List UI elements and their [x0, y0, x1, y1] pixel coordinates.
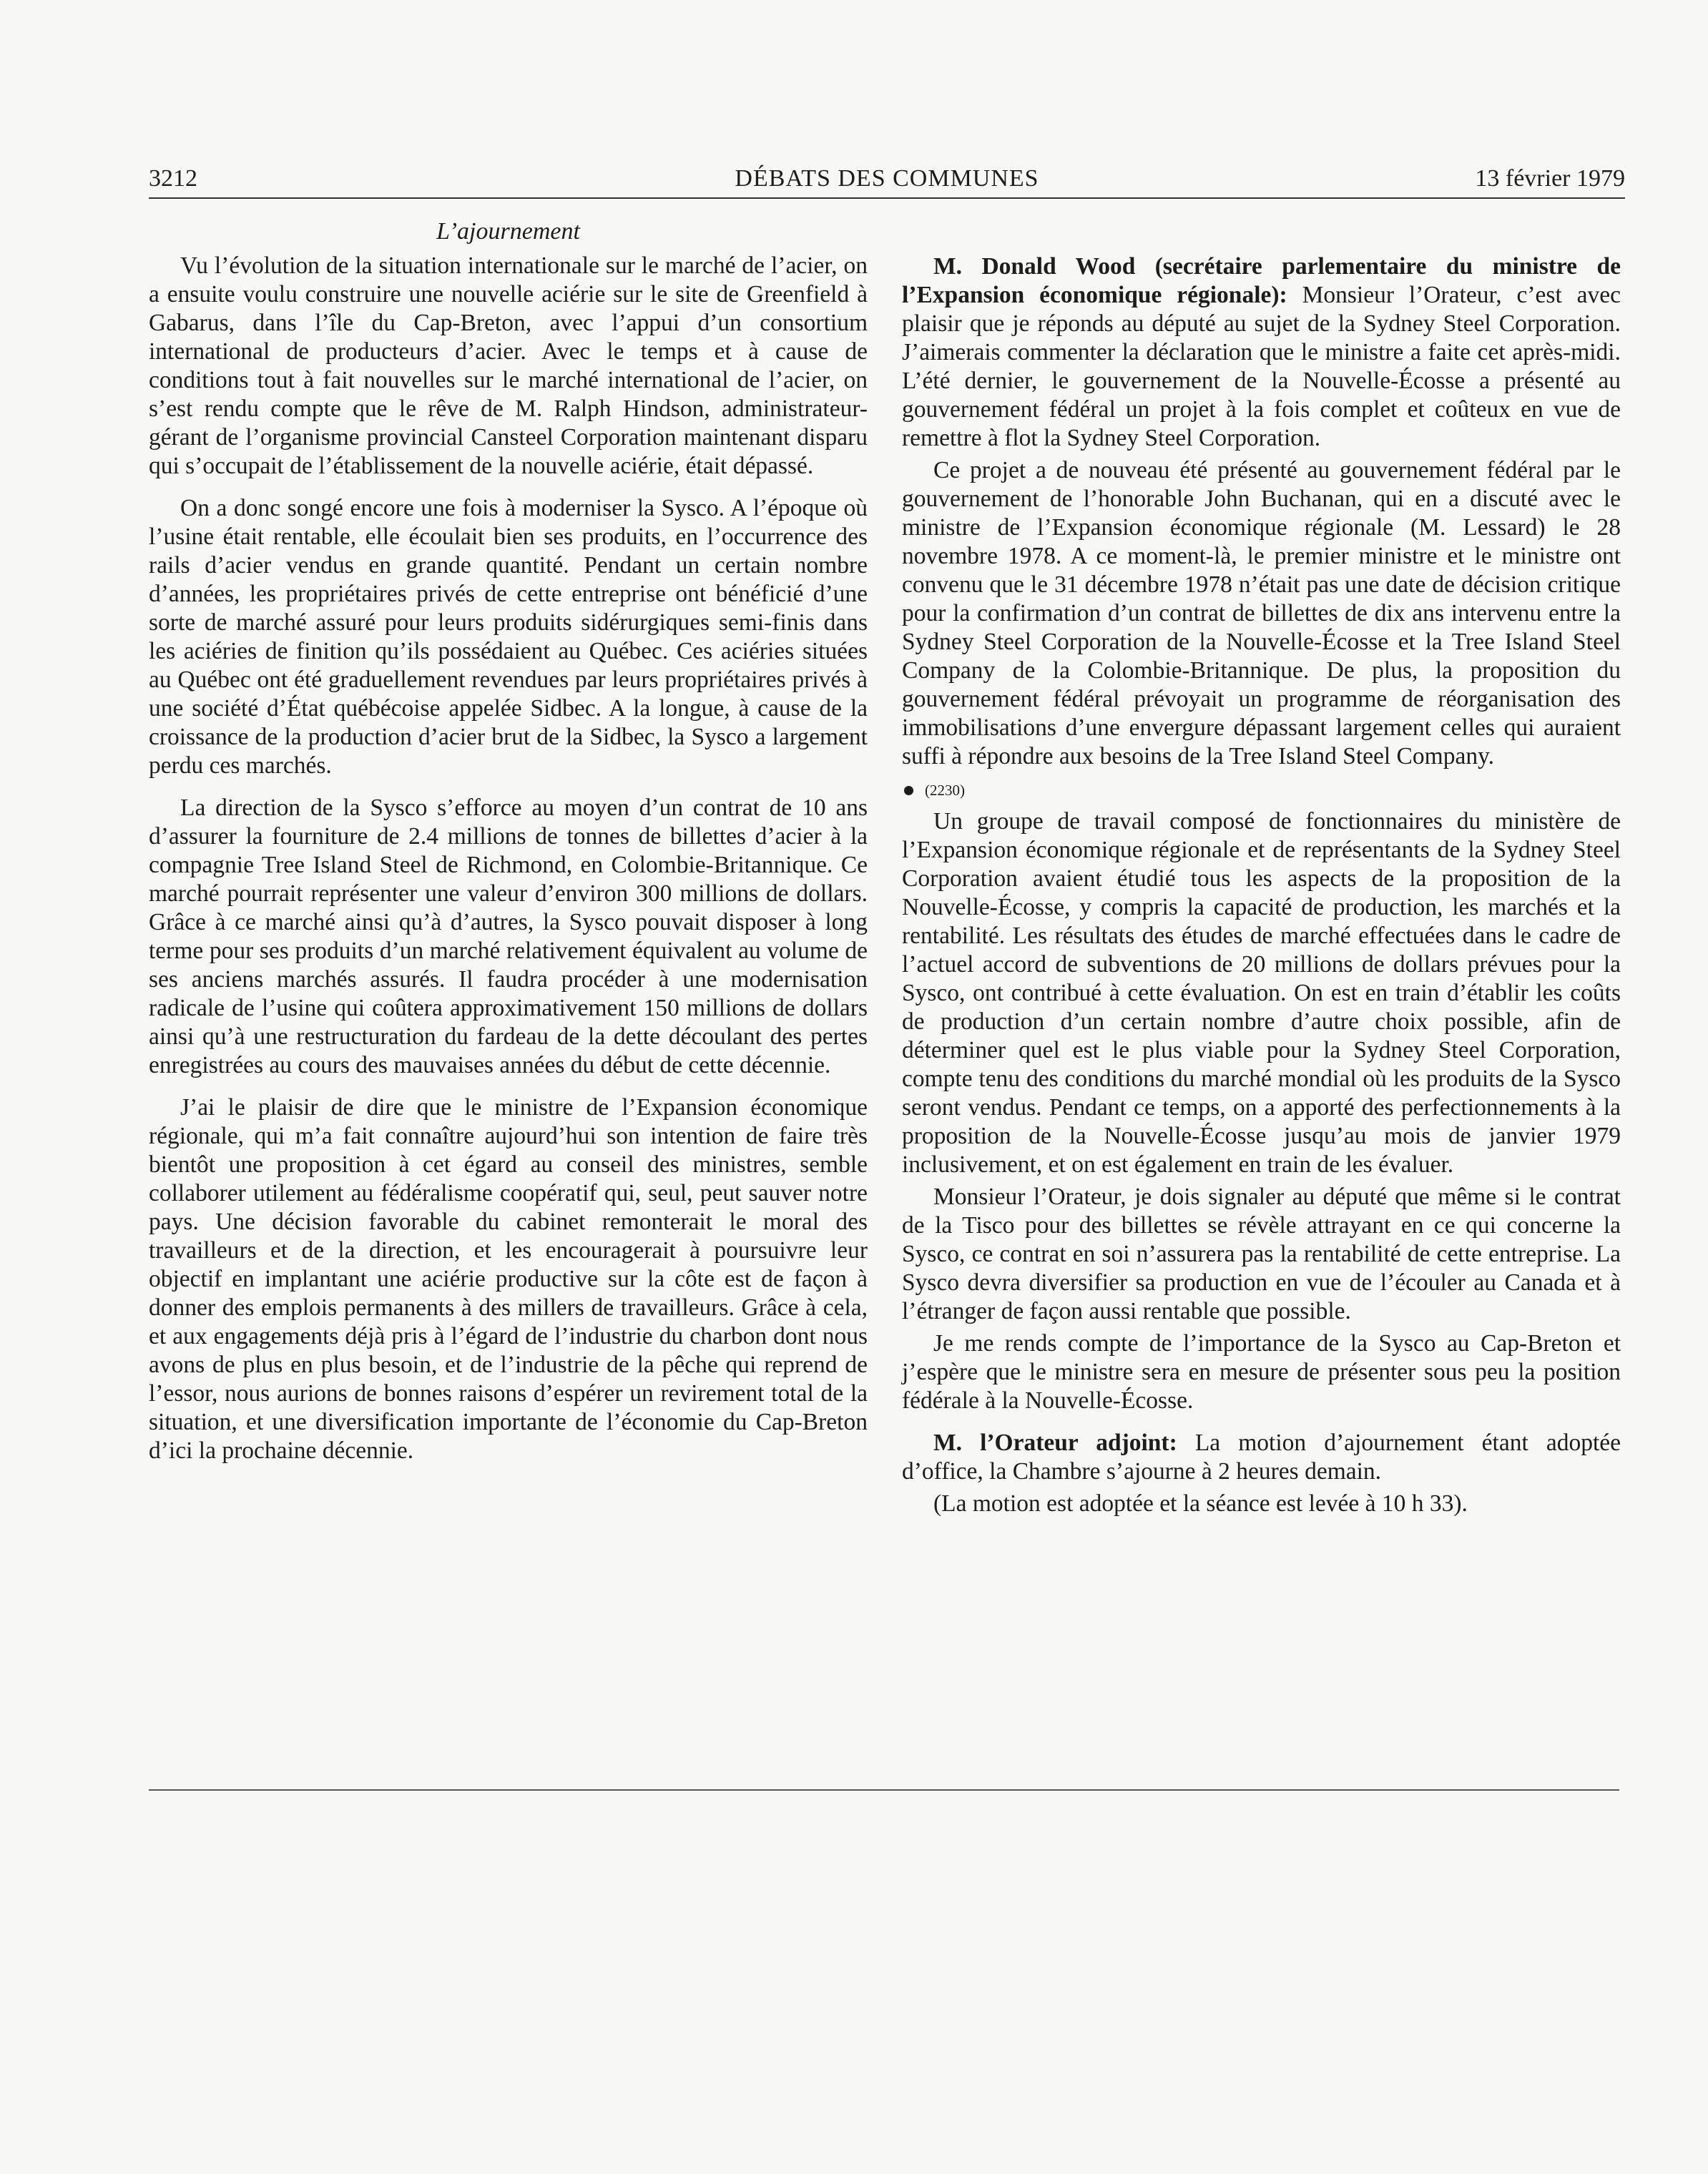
publication-title: DÉBATS DES COMMUNES	[735, 165, 1039, 192]
paragraph: Vu l’évolution de la situation internationale sur le marché de l’acier, on a ensuite voulu construire une nouvelle aciérie sur le site de Greenfield à Gabarus, dans l’île du Cap-Breton, avec l’appui d’un consortium international de producteurs d’acier. Avec le temps et à cause de conditions tout à fait nouvelles sur le marché international de l’acier, on s’est rendu compte que le rêve de M. Ralph Hindson, administrateur-gérant de l’organisme provincial Cansteel Corporation maintenant disparu qui s’occupait de l’établissement de la nouvelle aciérie, était dépassé.	[149, 252, 868, 479]
paragraph: Monsieur l’Orateur, je dois signaler au député que même si le contrat de la Tisco pour des billettes se révèle attrayant en ce qui concerne la Sysco, ce contrat en soi n’assurera pas la rentabilité de cette entreprise. La Sysco devra diversifier sa production en vue de l’écouler au Canada et à l’étranger de façon aussi rentable que possible.	[902, 1184, 1621, 1325]
paragraph: La direction de la Sysco s’efforce au moyen d’un contrat de 10 ans d’assurer la fourniture de 2.4 millions de tonnes de billettes d’acier à la compagnie Tree Island Steel de Richmond, en Colombie-Britannique. Ce marché pourrait représenter une valeur d’environ 300 millions de dollars. Grâce à ce marché ainsi qu’à d’autres, la Sysco pouvait disposer à long terme pour ses produits d’un marché relativement équivalent au volume de ses anciens marchés assurés. Il faudra procéder à une modernisation radicale de l’usine qui coûtera approximativement 150 millions de dollars ainsi qu’à une restructuration du fardeau de la dette découlant des pertes enregistrées au cours des mauvaises années du début de cette décennie.	[149, 795, 868, 1078]
right-column	[902, 252, 1621, 1532]
paragraph: Ce projet a de nouveau été présenté au gouvernement fédéral par le gouvernement de l’honorable John Buchanan, qui en a discuté avec le ministre de l’Expansion économique régionale (M. Lessard) le 28 novembre 1978. A ce moment-là, le premier ministre et le ministre ont convenu que le 31 décembre 1978 n’était pas une date de décision critique pour la confirmation d’un contrat de billettes de dix ans intervenu entre la Sydney Steel Corporation de la Nouvelle-Écosse et la Tree Island Steel Company de la Colombie-Britannique. De plus, la proposition du gouvernement fédéral prévoyait un programme de réorganisation des immobilisations d’une envergure dépassant largement celles qui auraient suffi à répondre aux besoins de la Tree Island Steel Company.	[902, 457, 1621, 769]
speech-deputy-speaker	[902, 1429, 1621, 1486]
page-number: 3212	[149, 165, 197, 192]
speaker-name: M. Donald Wood (secrétaire parlementaire du ministre de l’Expansion économique régionale):	[902, 253, 1621, 308]
speech-text: Monsieur l’Orateur, c’est avec plaisir que je réponds au député au sujet de la Sydney Steel Corporation. J’aimerais commenter la déclaration que le ministre a faite cet après-midi. L’été dernier, le gouvernement de la Nouvelle-Écosse a présenté au gouvernement fédéral un projet à la fois complet et coûteux en vue de remettre à flot la Sydney Steel Corporation.	[902, 282, 1621, 451]
speech-text: La motion d’ajournement étant adoptée d’office, la Chambre s’ajourne à 2 heures demain.	[902, 1430, 1621, 1485]
publication-date: 13 février 1979	[1475, 165, 1625, 192]
paragraph: On a donc songé encore une fois à moderniser la Sysco. A l’époque où l’usine était rentable, elle écoulait bien ses produits, en l’occurrence des rails d’acier vendus en grande quantité. Pendant un certain nombre d’années, les propriétaires privés de cette entreprise ont bénéficié d’une sorte de marché assuré pour leurs produits sidérurgiques semi-finis dans les aciéries de finition qu’ils possédaient au Québec. Ces aciéries situées au Québec ont été graduellement revendues par leurs propriétaires privés à une société d’État québécoise appelée Sidbec. A la longue, à cause de la croissance de la production d’acier brut de la Sidbec, la Sysco a largement perdu ces marchés.	[149, 495, 868, 779]
paragraph: J’ai le plaisir de dire que le ministre de l’Expansion économique régionale, qui m’a fait connaître aujourd’hui son intention de faire très bientôt une proposition à cet égard au conseil des ministres, semble collaborer utilement au fédéralisme coopératif qui, seul, peut sauver notre pays. Une décision favorable du cabinet remonterait le moral des travailleurs et de la direction, et les encouragerait à poursuivre leur objectif en implantant une aciérie productive sur la côte est de façon à donner des emplois permanents à des millers de travailleurs. Grâce à cela, et aux engagements déjà pris à l’égard de l’industrie du charbon dont nous avons de plus en plus besoin, et de l’industrie de la pêche qui reprend de l’essor, nous aurions de bonnes raisons d’espérer un revirement total de la situation, et une diversification importante de l’économie du Cap-Breton d’ici la prochaine décennie.	[149, 1094, 868, 1464]
speech-wood	[902, 252, 1621, 453]
closing-note: (La motion est adoptée et la séance est levée à 10 h 33).	[933, 1490, 1468, 1518]
time-marker-label: (2230)	[925, 782, 965, 800]
bullet-icon	[904, 786, 913, 795]
left-column	[149, 252, 868, 1479]
page-header	[149, 163, 1625, 199]
section-title: L’ajournement	[436, 218, 580, 245]
time-marker	[902, 774, 1621, 805]
footer-rule	[149, 1789, 1619, 1791]
speaker-name: M. l’Orateur adjoint:	[933, 1430, 1177, 1457]
paragraph: Un groupe de travail composé de fonctionnaires du ministère de l’Expansion économique régionale et de représentants de la Sydney Steel Corporation avaient étudié tous les aspects de la proposition de la Nouvelle-Écosse, y compris la capacité de production, les marchés et la rentabilité. Les résultats des études de marché effectuées dans le cadre de l’actuel accord de subventions de 20 millions de dollars prévues pour la Sysco, ont contribué à cette évaluation. On est en train d’établir les coûts de production d’un certain nombre d’autre choix possible, afin de déterminer quel est le plus viable pour la Sydney Steel Corporation, compte tenu des conditions du marché mondial où les produits de la Sysco seront vendus. Pendant ce temps, on a apporté des perfectionnements à la proposition de la Nouvelle-Écosse jusqu’au mois de janvier 1979 inclusivement, et on est également en train de les évaluer.	[902, 808, 1621, 1179]
header-rule	[149, 197, 1625, 199]
paragraph: Je me rends compte de l’importance de la Sysco au Cap-Breton et j’espère que le ministre sera en mesure de présenter sous peu la position fédérale à la Nouvelle-Écosse.	[902, 1330, 1621, 1415]
